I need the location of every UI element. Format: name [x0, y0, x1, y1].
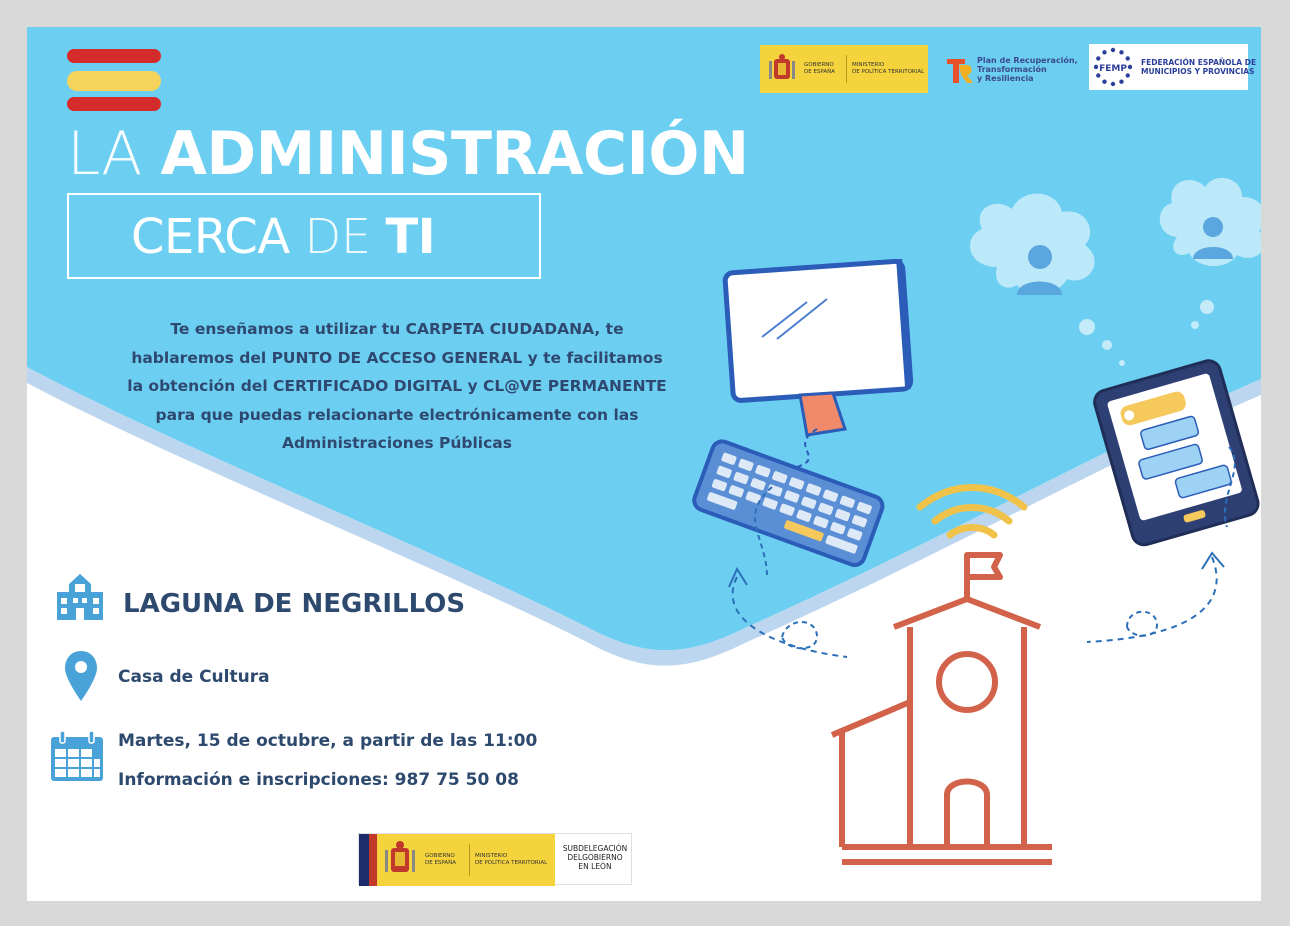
ministry-label: MINISTERIO DE POLÍTICA TERRITORIAL [475, 853, 548, 866]
town-hall-icon [822, 477, 1082, 877]
eu-star-icon [1111, 82, 1115, 86]
description [87, 315, 707, 458]
flag-red-bar-bottom [67, 97, 161, 111]
event-datetime: Martes, 15 de octubre, a partir de las 11:00 [118, 731, 538, 751]
femp-mark: FEMP [1099, 64, 1127, 74]
eu-star-icon [1126, 56, 1130, 60]
flag-yellow-bar [67, 71, 161, 91]
eu-star-icon [1111, 48, 1115, 52]
description-line: Te enseñamos a utilizar tu CARPETA CIUDADANA, te [170, 320, 624, 338]
tr-logo-icon [945, 55, 975, 85]
description-line: hablaremos del PUNTO DE ACCESO GENERAL y te facilitamos [131, 348, 663, 367]
gov-label: GOBIERNO DE ESPAÑA [425, 853, 457, 866]
title-bold: ADMINISTRACIÓN [160, 119, 749, 189]
eu-star-icon [1119, 80, 1123, 84]
school-building-icon [51, 572, 109, 622]
user-cloud-icon [1160, 178, 1261, 266]
user-cloud-icon [970, 194, 1095, 295]
location-name: LAGUNA DE NEGRILLOS [123, 589, 466, 619]
subtitle-part1: CERCA [131, 209, 290, 265]
eu-stars-icon [1091, 46, 1135, 88]
coat-of-arms-icon [381, 840, 419, 880]
monitor-icon [725, 259, 911, 435]
eu-star-icon [1128, 65, 1132, 69]
description-line: Administraciones Públicas [282, 434, 512, 452]
tablet-icon [1092, 358, 1261, 548]
subtitle-part3: TI [385, 209, 436, 265]
flag-red-bar [67, 49, 161, 63]
plan-label: Plan de Recuperación, Transformación y Resiliencia [977, 56, 1078, 83]
coat-of-arms-icon [766, 53, 798, 85]
venue: Casa de Cultura [118, 667, 270, 687]
femp-logo [1089, 44, 1257, 90]
description-line: la obtención del CERTIFICADO DIGITAL y CL@VE PERMANENTE [127, 377, 667, 395]
femp-label: FEDERACIÓN ESPAÑOLA DE MUNICIPIOS Y PROVINCIAS [1141, 58, 1257, 76]
description-line: para que puedas relacionarte electrónicamente con las [155, 405, 639, 424]
subtitle [131, 209, 435, 265]
eu-star-icon [1102, 80, 1106, 84]
main-title [67, 119, 749, 189]
subtitle-part2: DE [304, 209, 371, 265]
eu-star-icon [1096, 56, 1100, 60]
ministry-label: MINISTERIO DE POLÍTICA TERRITORIAL [852, 62, 925, 75]
title-light: LA [67, 119, 142, 189]
eu-star-icon [1119, 50, 1123, 54]
wifi-icon [920, 488, 1024, 536]
event-contact: Información e inscripciones: 987 75 50 08 [118, 770, 519, 790]
gov-label: GOBIERNO DE ESPAÑA [804, 62, 836, 75]
location-pin-icon [63, 649, 99, 705]
eu-star-icon [1094, 65, 1098, 69]
eu-star-icon [1102, 50, 1106, 54]
recovery-plan-logo [945, 53, 1085, 89]
subdelegation-logo [358, 833, 632, 885]
subdelegation-label: SUBDELEGACIÓN DELGOBIERNO EN LEÓN [562, 844, 628, 871]
poster [27, 27, 1261, 901]
gov-ministry-logo [760, 45, 928, 93]
calendar-icon [49, 729, 105, 781]
